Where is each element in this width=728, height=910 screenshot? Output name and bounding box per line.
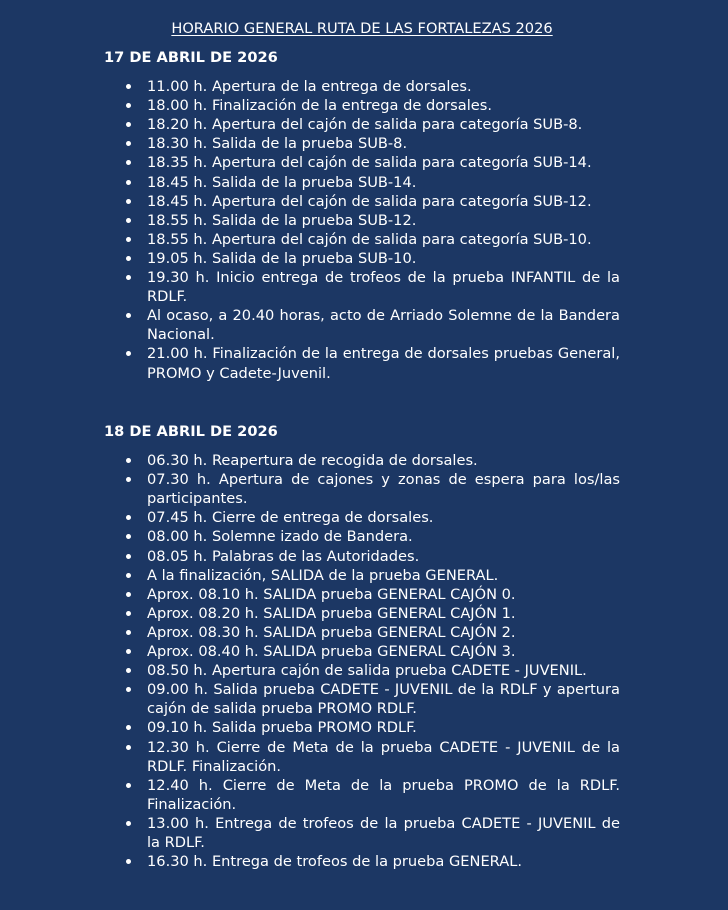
bullet-icon — [126, 859, 131, 864]
event-text: Al ocaso, a 20.40 horas, acto de Arriado Solemne de la Bandera Nacional. — [147, 307, 620, 344]
list-item — [104, 153, 620, 172]
event-text: 08.50 h. Apertura cajón de salida prueba CADETE - JUVENIL. — [147, 662, 587, 680]
bullet-icon — [126, 554, 131, 559]
list-item — [104, 451, 620, 470]
bullet-icon — [126, 84, 131, 89]
list-item — [104, 77, 620, 96]
list-item — [104, 642, 620, 661]
event-text: 18.45 h. Apertura del cajón de salida para categoría SUB-12. — [147, 192, 592, 210]
list-item — [104, 268, 620, 306]
bullet-icon — [126, 458, 131, 463]
list-item — [104, 230, 620, 249]
event-text: 19.05 h. Salida de la prueba SUB-10. — [147, 249, 417, 267]
event-text: Aprox. 08.10 h. SALIDA prueba GENERAL CAJÓN 0. — [147, 585, 516, 603]
bullet-icon — [126, 122, 131, 127]
bullet-icon — [126, 103, 131, 108]
list-item — [104, 661, 620, 680]
bullet-icon — [126, 160, 131, 165]
bullet-icon — [126, 199, 131, 204]
event-text: 19.30 h. Inicio entrega de trofeos de la prueba INFANTIL de la RDLF. — [147, 269, 620, 306]
bullet-icon — [126, 611, 131, 616]
list-item — [104, 585, 620, 604]
bullet-icon — [126, 256, 131, 261]
bullet-icon — [126, 180, 131, 185]
event-text: 07.45 h. Cierre de entrega de dorsales. — [147, 509, 434, 527]
event-text: 16.30 h. Entrega de trofeos de la prueba GENERAL. — [147, 853, 522, 871]
list-item — [104, 344, 620, 382]
list-item — [104, 623, 620, 642]
list-item — [104, 134, 620, 153]
event-text: 11.00 h. Apertura de la entrega de dorsales. — [147, 78, 472, 96]
event-text: 13.00 h. Entrega de trofeos de la prueba CADETE - JUVENIL de la RDLF. — [147, 814, 620, 851]
list-item — [104, 566, 620, 585]
bullet-icon — [126, 515, 131, 520]
list-item — [104, 680, 620, 718]
list-item — [104, 115, 620, 134]
event-text: 18.55 h. Salida de la prueba SUB-12. — [147, 211, 417, 229]
event-text: 08.00 h. Solemne izado de Bandera. — [147, 528, 413, 546]
event-text: 18.55 h. Apertura del cajón de salida para categoría SUB-10. — [147, 230, 592, 248]
day-heading: 17 DE ABRIL DE 2026 — [104, 49, 278, 66]
bullet-icon — [126, 351, 131, 356]
list-item — [104, 776, 620, 814]
bullet-icon — [126, 821, 131, 826]
list-item — [104, 738, 620, 776]
list-item — [104, 718, 620, 737]
bullet-icon — [126, 573, 131, 578]
bullet-icon — [126, 534, 131, 539]
bullet-icon — [126, 630, 131, 635]
event-text: 12.40 h. Cierre de Meta de la prueba PROMO de la RDLF. Finalización. — [147, 776, 620, 813]
list-item — [104, 508, 620, 527]
bullet-icon — [126, 313, 131, 318]
bullet-icon — [126, 477, 131, 482]
day-section-17-april — [104, 48, 624, 383]
list-item — [104, 173, 620, 192]
event-text: 18.35 h. Apertura del cajón de salida para categoría SUB-14. — [147, 154, 592, 172]
day-section-18-april — [104, 422, 624, 871]
bullet-icon — [126, 592, 131, 597]
bullet-icon — [126, 649, 131, 654]
list-item — [104, 211, 620, 230]
bullet-icon — [126, 687, 131, 692]
day-heading: 18 DE ABRIL DE 2026 — [104, 423, 278, 440]
event-text: Aprox. 08.30 h. SALIDA prueba GENERAL CAJÓN 2. — [147, 623, 516, 641]
event-text: 06.30 h. Reapertura de recogida de dorsales. — [147, 452, 478, 470]
bullet-icon — [126, 668, 131, 673]
list-item — [104, 192, 620, 211]
bullet-icon — [126, 725, 131, 730]
bullet-icon — [126, 237, 131, 242]
list-item — [104, 852, 620, 871]
event-text: 18.30 h. Salida de la prueba SUB-8. — [147, 135, 408, 153]
list-item — [104, 814, 620, 852]
event-text: A la finalización, SALIDA de la prueba GENERAL. — [147, 566, 499, 584]
bullet-icon — [126, 218, 131, 223]
event-text: 12.30 h. Cierre de Meta de la prueba CADETE - JUVENIL de la RDLF. Finalización. — [147, 738, 620, 775]
list-item — [104, 306, 620, 344]
event-text: Aprox. 08.20 h. SALIDA prueba GENERAL CAJÓN 1. — [147, 604, 516, 622]
event-text: 18.20 h. Apertura del cajón de salida para categoría SUB-8. — [147, 116, 583, 134]
event-text: Aprox. 08.40 h. SALIDA prueba GENERAL CAJÓN 3. — [147, 643, 516, 661]
list-item — [104, 96, 620, 115]
list-item — [104, 249, 620, 268]
bullet-icon — [126, 745, 131, 750]
bullet-icon — [126, 783, 131, 788]
page-title: HORARIO GENERAL RUTA DE LAS FORTALEZAS 2026 — [171, 20, 553, 37]
list-item — [104, 527, 620, 546]
event-text: 09.00 h. Salida prueba CADETE - JUVENIL de la RDLF y apertura cajón de salida prueba PROMO RDLF. — [147, 681, 620, 718]
event-text: 21.00 h. Finalización de la entrega de dorsales pruebas General, PROMO y Cadete-Juvenil. — [147, 345, 620, 382]
event-list — [104, 77, 624, 383]
list-item — [104, 470, 620, 508]
event-text: 09.10 h. Salida prueba PROMO RDLF. — [147, 719, 417, 737]
event-text: 18.45 h. Salida de la prueba SUB-14. — [147, 173, 417, 191]
event-text: 07.30 h. Apertura de cajones y zonas de espera para los/las participantes. — [147, 471, 620, 508]
event-list — [104, 451, 624, 871]
event-text: 08.05 h. Palabras de las Autoridades. — [147, 547, 420, 565]
event-text: 18.00 h. Finalización de la entrega de dorsales. — [147, 97, 492, 115]
list-item — [104, 547, 620, 566]
bullet-icon — [126, 141, 131, 146]
list-item — [104, 604, 620, 623]
bullet-icon — [126, 275, 131, 280]
